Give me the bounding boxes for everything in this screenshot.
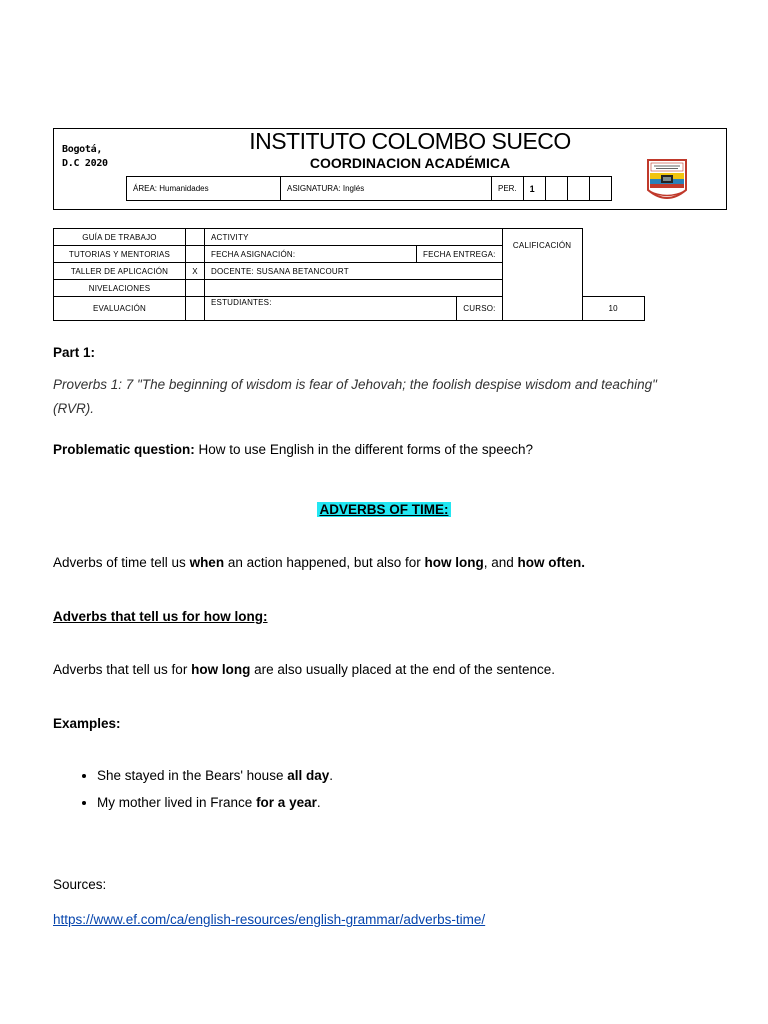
period-blank-2 xyxy=(567,177,589,201)
example-text: My mother lived in France xyxy=(97,795,257,810)
sources-label: Sources: xyxy=(53,877,107,892)
source-link[interactable]: https://www.ef.com/ca/english-resources/english-grammar/adverbs-time/ xyxy=(53,912,486,927)
row-label-taller: TALLER DE APLICACIÓN xyxy=(54,263,186,280)
examples-list xyxy=(53,764,333,818)
city-line-2: D.C 2020 xyxy=(62,158,108,169)
city-date xyxy=(62,143,108,171)
fecha-asignacion-cell: FECHA ASIGNACIÓN: xyxy=(205,246,417,263)
mark-cell-evaluacion xyxy=(186,297,205,321)
mark-cell-guia xyxy=(186,229,205,246)
row-label-tutorias: TUTORIAS Y MENTORIAS xyxy=(54,246,186,263)
problematic-question xyxy=(53,442,533,457)
rule-paragraph xyxy=(53,662,555,677)
mark-cell-taller: X xyxy=(186,263,205,280)
list-item xyxy=(97,764,333,791)
intro-how-often: how often. xyxy=(517,555,585,570)
mark-cell-tutorias xyxy=(186,246,205,263)
section-title-highlight: ADVERBS OF TIME: xyxy=(319,502,449,517)
school-logo-icon xyxy=(643,156,691,206)
subheading: Adverbs that tell us for how long: xyxy=(53,609,268,624)
city-line-1: Bogotá, xyxy=(62,144,103,155)
work-table xyxy=(53,228,645,321)
intro-text-3: , and xyxy=(483,555,518,570)
examples-label: Examples: xyxy=(53,716,121,731)
docente-cell: DOCENTE: SUSANA BETANCOURT xyxy=(205,263,503,280)
blank-cell xyxy=(205,280,503,297)
period-value: 1 xyxy=(523,177,545,201)
problematic-question-label: Problematic question: xyxy=(53,442,195,457)
curso-label: CURSO: xyxy=(457,297,502,321)
example-bold: all day xyxy=(287,768,330,783)
rule-text-2: are also usually placed at the end of the sentence. xyxy=(250,662,556,677)
estudiantes-cell: ESTUDIANTES: xyxy=(205,297,457,321)
intro-paragraph xyxy=(53,555,585,570)
list-item xyxy=(97,791,333,818)
section-title xyxy=(0,502,768,517)
header-info-row xyxy=(126,176,612,201)
fecha-entrega-cell: FECHA ENTREGA: xyxy=(417,246,503,263)
intro-text-2: an action happened, but also for xyxy=(224,555,425,570)
row-label-nivelaciones: NIVELACIONES xyxy=(54,280,186,297)
period-label: PER. xyxy=(492,177,524,201)
period-blank-1 xyxy=(545,177,567,201)
rule-text-1: Adverbs that tell us for xyxy=(53,662,192,677)
activity-cell: ACTIVITY xyxy=(205,229,503,246)
example-bold: for a year xyxy=(256,795,317,810)
area-cell: ÁREA: Humanidades xyxy=(127,177,281,201)
coordination-title: COORDINACION ACADÉMICA xyxy=(309,155,511,171)
period-blank-3 xyxy=(589,177,611,201)
subject-cell: ASIGNATURA: Inglés xyxy=(281,177,492,201)
institution-title: INSTITUTO COLOMBO SUECO xyxy=(249,128,571,154)
mark-cell-nivelaciones xyxy=(186,280,205,297)
calificacion-cell: CALIFICACIÓN xyxy=(502,229,582,321)
example-end: . xyxy=(329,768,333,783)
intro-text-1: Adverbs of time tell us xyxy=(53,555,190,570)
proverb-line-2: (RVR). xyxy=(53,401,95,416)
curso-value: 10 xyxy=(582,297,644,321)
problematic-question-text: How to use English in the different forms of the speech? xyxy=(194,442,533,457)
intro-how-long: how long xyxy=(424,555,484,570)
intro-when: when xyxy=(189,555,225,570)
example-end: . xyxy=(316,795,321,810)
proverb-line-1: Proverbs 1: 7 "The beginning of wisdom is fear of Jehovah; the foolish despise wisdom and teaching" xyxy=(53,377,657,392)
rule-how-long: how long xyxy=(191,662,251,677)
row-label-guia: GUÍA DE TRABAJO xyxy=(54,229,186,246)
example-text: She stayed in the Bears' house xyxy=(97,768,288,783)
row-label-evaluacion: EVALUACIÓN xyxy=(54,297,186,321)
part-heading: Part 1: xyxy=(53,345,96,360)
